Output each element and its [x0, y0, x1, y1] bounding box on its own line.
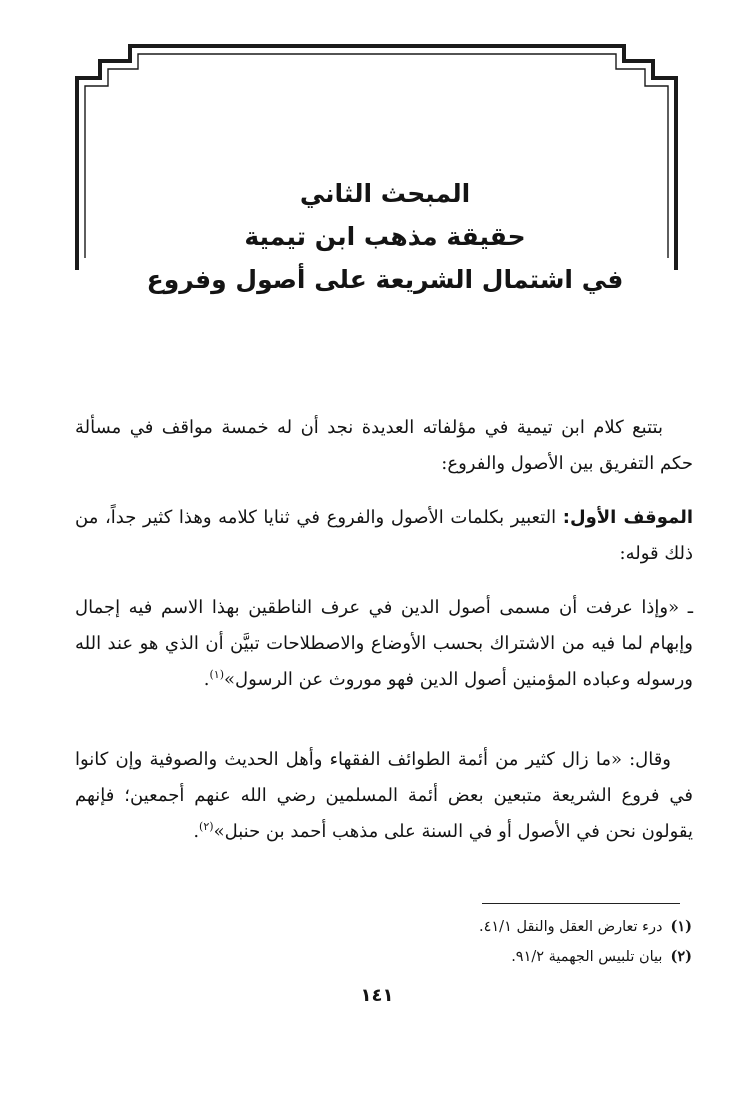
heading-line-1: المبحث الثاني — [299, 179, 471, 208]
quote-one-end: . — [203, 669, 210, 690]
footnote-2-text: بيان تلبيس الجهمية ٩١/٢. — [511, 949, 663, 965]
position-one-paragraph — [75, 500, 693, 572]
footnote-1-number: (١) — [670, 918, 692, 935]
intro-paragraph — [75, 410, 693, 482]
quote-one-text: ـ «وإذا عرفت أن مسمى أصول الدين في عرف الناطقين بهذا الاسم فيه إجمال وإبهام لما فيه من الاشتراك بحسب الأوضاع والاصطلاحات تبيَّن أن الذي هو عند الله ورسوله وعباده المؤمنين أصول الدين فهو موروث عن الرسول» — [75, 597, 693, 690]
footnote-2-number: (٢) — [670, 948, 692, 965]
footnote-separator — [482, 903, 680, 904]
heading-line-3: في اشتمال الشريعة على أصول وفروع — [146, 265, 624, 294]
footnotes — [200, 912, 692, 972]
footnote-ref-1: (١) — [209, 668, 225, 681]
heading-line-2: حقيقة مذهب ابن تيمية — [244, 222, 526, 251]
intro-text: بتتبع كلام ابن تيمية في مؤلفاته العديدة نجد أن له خمسة مواقف في مسألة حكم التفريق بين الأصول والفروع: — [75, 417, 693, 474]
footnote-ref-2: (٢) — [199, 820, 214, 833]
position-one-text: التعبير بكلمات الأصول والفروع في ثنايا كلامه وهذا كثير جداً، من ذلك قوله: — [75, 507, 693, 564]
footnote-2 — [200, 942, 692, 972]
chapter-heading — [120, 172, 650, 301]
quote-two-text: وقال: «ما زال كثير من أئمة الطوائف الفقهاء وأهل الحديث والصوفية وإن كانوا في فروع الشريعة متبعين بعض أئمة المسلمين رضي الله عنهم أجمعين؛ فإنهم يقولون نحن في الأصول أو في السنة على مذهب أحمد بن حنبل» — [75, 749, 693, 842]
position-one-lead: الموقف الأول: — [562, 507, 693, 528]
quote-two-end: . — [193, 821, 200, 842]
quote-one-paragraph — [75, 590, 693, 698]
footnote-1-text: درء تعارض العقل والنقل ٤١/١. — [479, 919, 663, 935]
quote-two-paragraph — [75, 742, 693, 850]
footnote-1 — [200, 912, 692, 942]
page-number: ١٤١ — [360, 985, 394, 1006]
